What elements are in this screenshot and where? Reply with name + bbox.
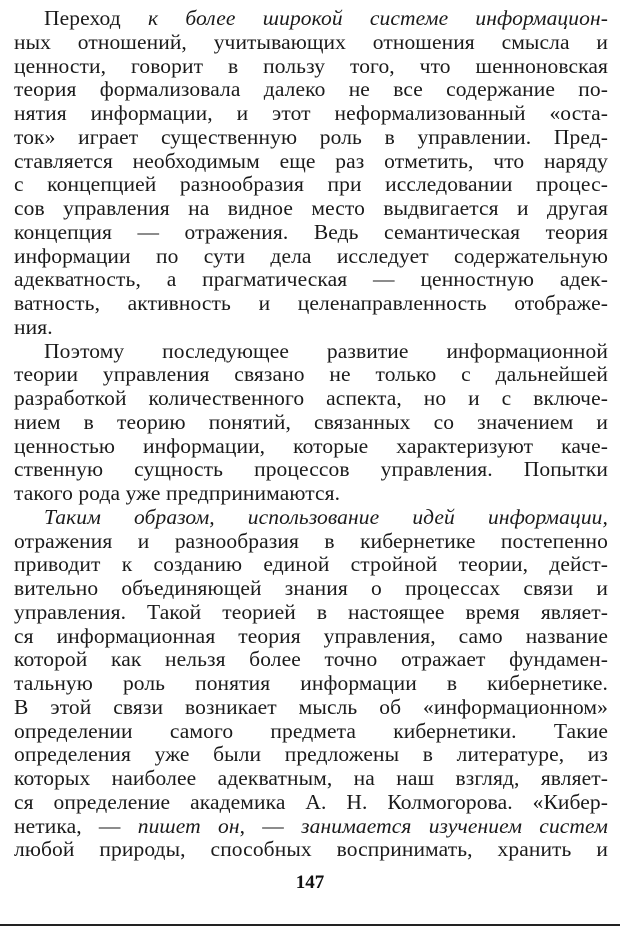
text-line — [14, 481, 608, 505]
text-line — [14, 529, 608, 553]
text-segment: , — — [239, 813, 302, 838]
text-segment: ся определение академика А. Н. Колмогорова. «Кибер- — [14, 789, 608, 814]
text-line — [14, 695, 608, 719]
text-line — [14, 837, 608, 861]
text-segment: ных отношений, учитывающих отношения смысла и — [14, 29, 608, 54]
text-line — [14, 624, 608, 648]
text-segment: Поэтому последующее развитие информационной — [44, 338, 608, 363]
text-segment: ценности, говорит в пользу того, что шенноновская — [14, 53, 608, 78]
text-line — [14, 386, 608, 410]
page-number: 147 — [295, 872, 325, 893]
text-line — [14, 172, 608, 196]
text-segment: разработкой количественного аспекта, но и с включе- — [14, 386, 608, 410]
text-segment: сов управления на видное место выдвигается и другая — [14, 196, 608, 220]
text-segment: нятия информации, и этот неформализованный «оста- — [14, 101, 608, 125]
text-segment: ток» играет существенную роль в управлении. Пред- — [14, 124, 608, 149]
text-line — [14, 149, 608, 173]
text-segment: которых наиболее адекватным, на наш взгляд, являет- — [14, 766, 608, 790]
text-segment: такого рода уже предпринимаются. — [14, 481, 341, 505]
text-line — [14, 410, 608, 434]
text-segment: информации по сути дела исследует содержательную — [14, 243, 608, 268]
text-line — [14, 719, 608, 743]
text-line — [14, 125, 608, 149]
text-line — [14, 576, 608, 600]
text-segment: ния. — [14, 314, 53, 339]
text-segment: нетика, — — [14, 813, 138, 838]
text-line — [14, 766, 608, 790]
text-segment: управления. Такой теорией в настоящее время являет- — [14, 599, 608, 624]
text-segment: отражения и разнообразия в кибернетике постепенно — [14, 528, 608, 553]
text-segment: любой природы, способных воспринимать, хранить и — [14, 837, 608, 862]
text-line — [14, 600, 608, 624]
text-line — [14, 790, 608, 814]
text-line — [14, 267, 608, 291]
text-line — [14, 552, 608, 576]
text-line — [14, 434, 608, 458]
text-line — [14, 54, 608, 78]
text-line — [14, 77, 608, 101]
text-line — [14, 196, 608, 220]
text-line — [14, 315, 608, 339]
text-line — [14, 671, 608, 695]
text-segment: ся информационная теория управления, само название — [14, 623, 608, 648]
italic-text: Таким образом, использование идей информации, — [44, 504, 608, 529]
text-segment: теории управления связано не только с дальнейшей — [14, 362, 608, 387]
italic-text: пишет он — [137, 813, 240, 838]
text-segment: концепция — отражения. Ведь семантическая теория — [14, 219, 608, 244]
text-line — [14, 647, 608, 671]
text-line — [14, 220, 608, 244]
text-segment: ственную сущность процессов управления. Попытки — [14, 457, 608, 482]
text-segment: Переход — [44, 6, 148, 30]
text-segment: вительно объединяющей знания о процессах связи и — [14, 576, 608, 600]
text-segment: адекватность, а прагматическая — ценностную адек- — [14, 267, 608, 292]
italic-text: к более широкой системе информацион- — [147, 6, 608, 30]
text-segment: В этой связи возникает мысль об «информационном» — [14, 694, 608, 719]
bottom-rule — [0, 924, 620, 926]
text-segment: определении самого предмета кибернетики. Такие — [14, 718, 608, 743]
text-line — [14, 101, 608, 125]
text-line — [14, 742, 608, 766]
text-segment: ставляется необходимым еще раз отметить, что наряду — [14, 148, 608, 173]
text-segment: нием в теорию понятий, связанных со значением и — [14, 409, 608, 434]
text-line — [44, 505, 608, 529]
text-line — [14, 814, 608, 838]
text-line — [44, 6, 608, 30]
text-line — [14, 457, 608, 481]
text-segment: которой как нельзя более точно отражает фундамен- — [14, 647, 608, 672]
text-line — [44, 339, 608, 363]
text-segment: приводит к созданию единой стройной теории, дейст- — [14, 552, 608, 577]
text-segment: ценностью информации, которые характеризуют каче- — [14, 433, 608, 458]
text-segment: теория формализовала далеко не все содержание по- — [14, 77, 608, 102]
text-line — [14, 30, 608, 54]
text-segment: ватность, активность и целенаправленность отображе- — [14, 291, 608, 315]
text-segment: с концепцией разнообразия при исследовании процес- — [14, 172, 608, 197]
text-segment: тальную роль понятия информации в кибернетике. — [14, 671, 608, 695]
text-line — [14, 362, 608, 386]
text-line — [14, 291, 608, 315]
text-segment: определения уже были предложены в литературе, из — [14, 742, 608, 767]
italic-text: занимается изучением систем — [301, 813, 608, 838]
text-line — [14, 244, 608, 268]
